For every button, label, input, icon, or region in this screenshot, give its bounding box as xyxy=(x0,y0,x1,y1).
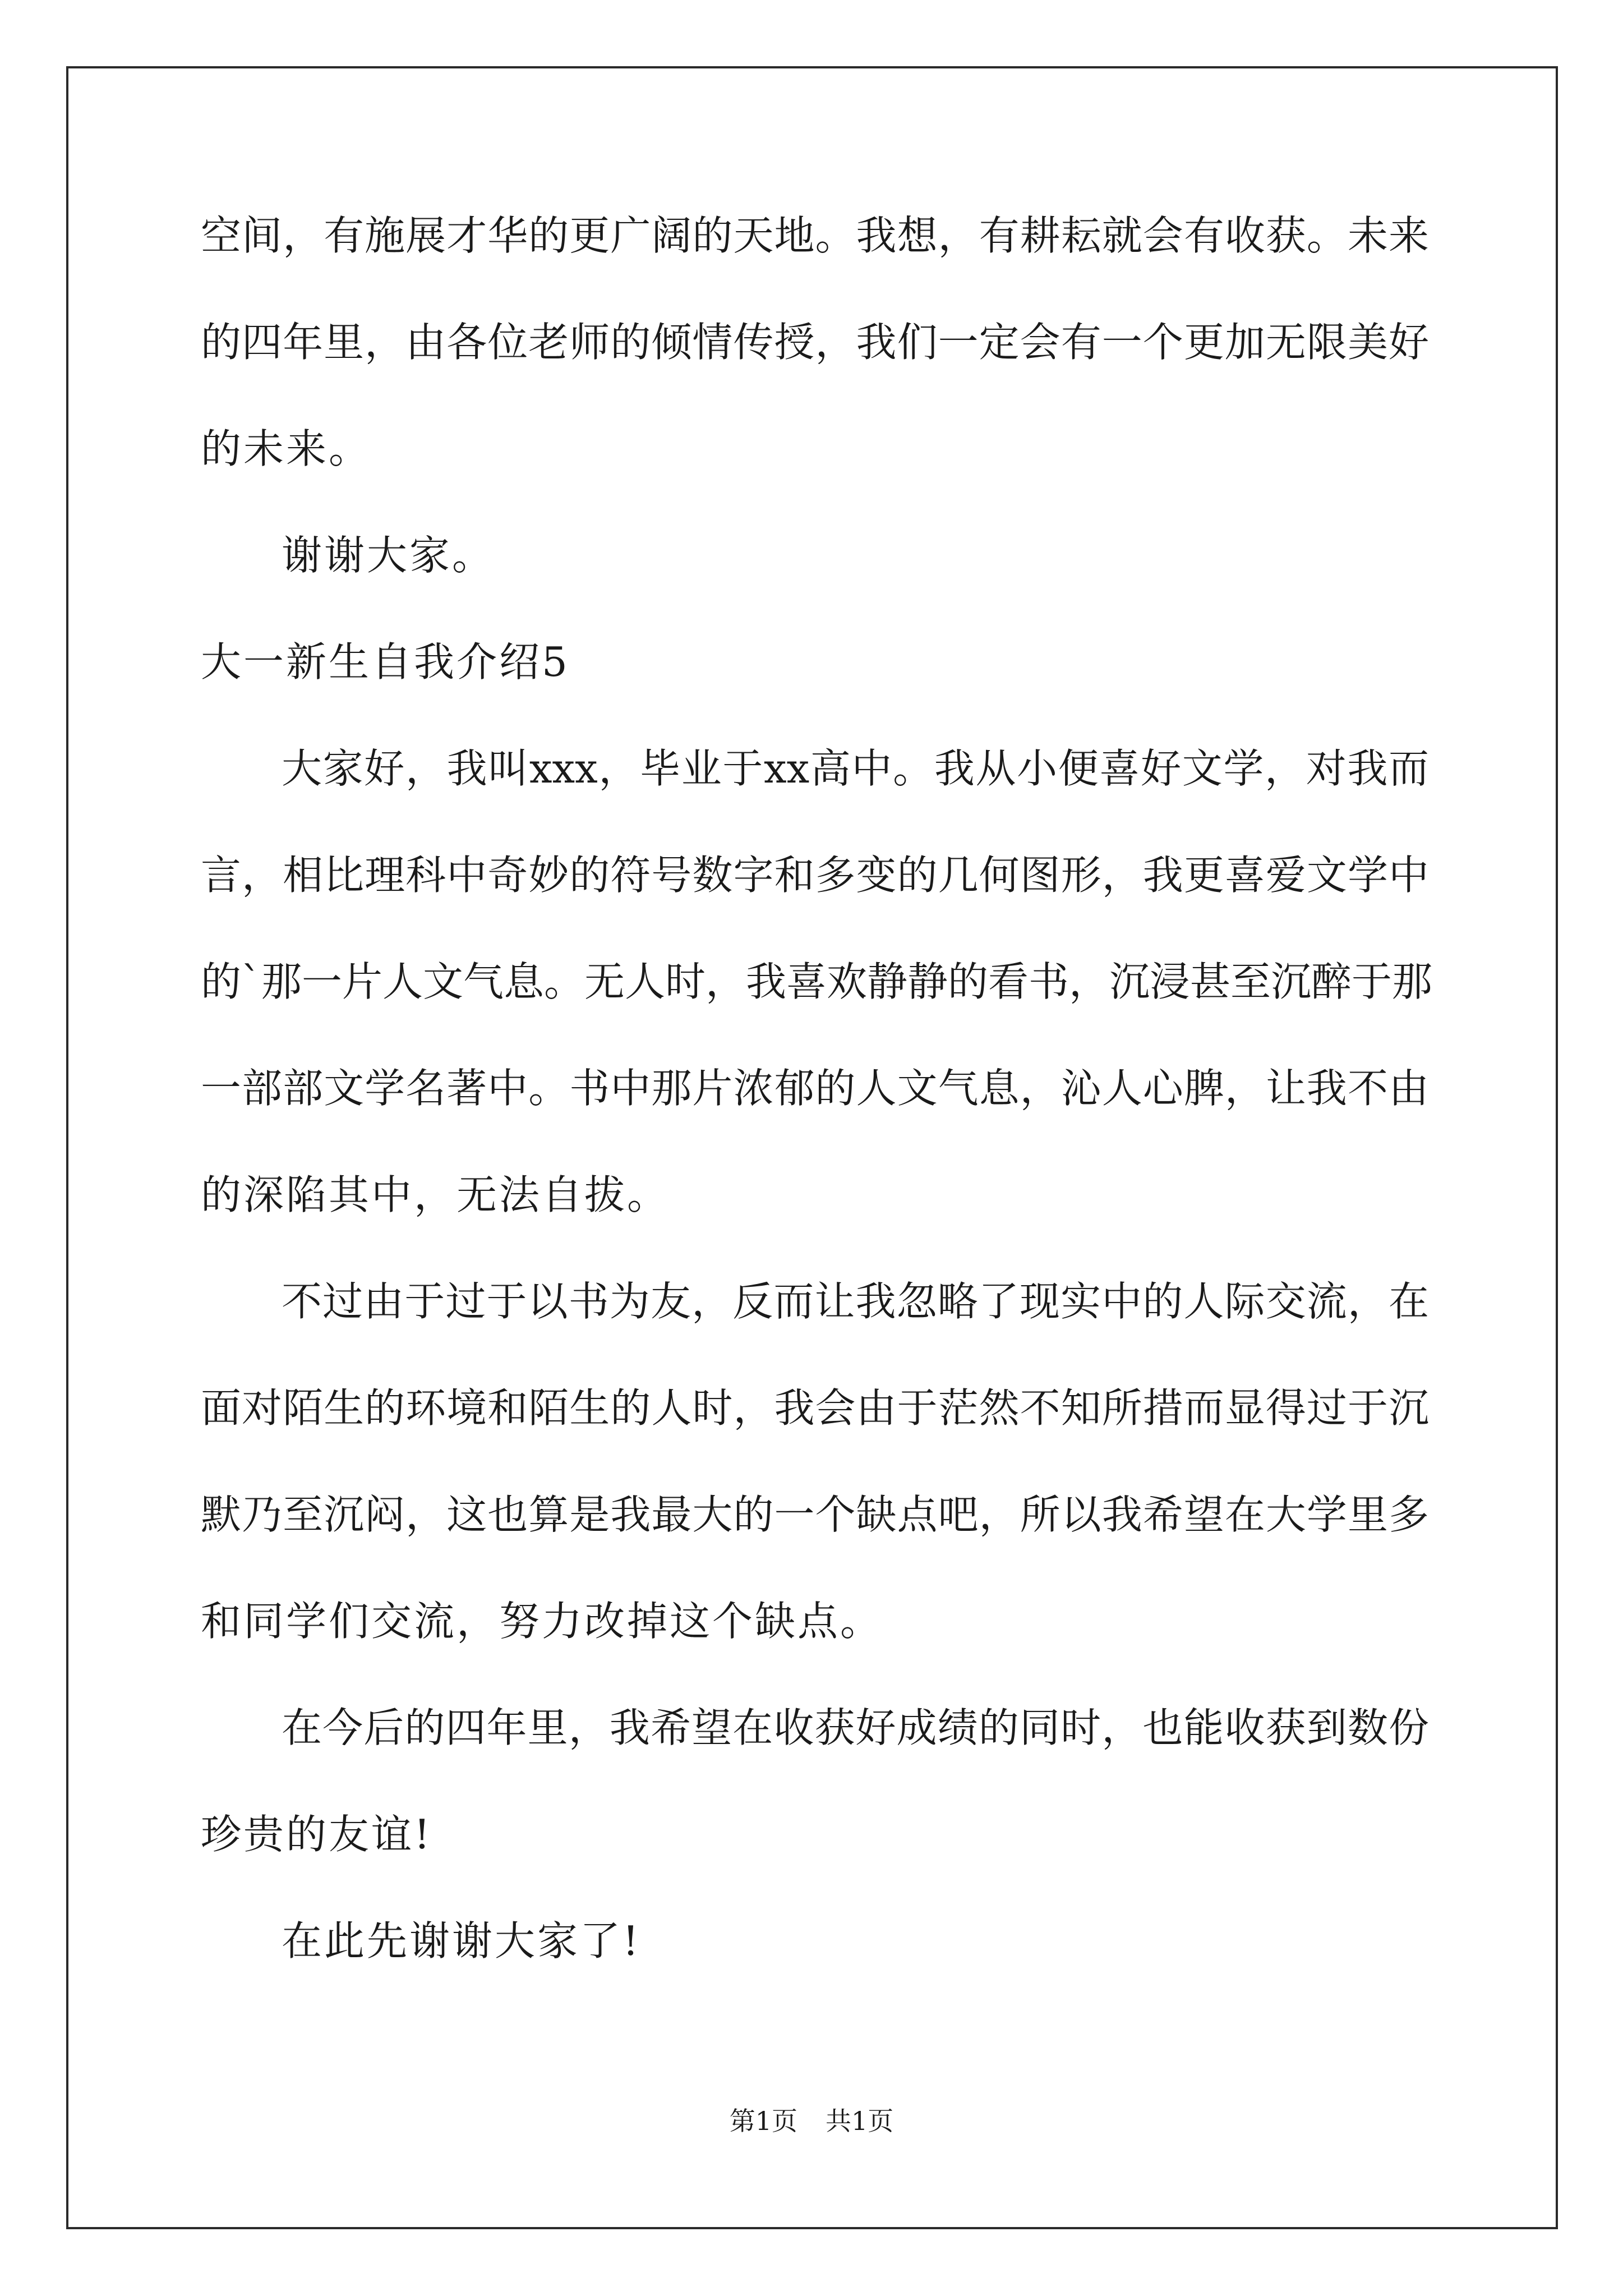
page-border xyxy=(66,66,1558,2229)
text-line: 和同学们交流，努力改掉这个缺点。 xyxy=(201,1598,883,1645)
text-line: 谢谢大家。 xyxy=(282,532,495,579)
page-footer xyxy=(0,2101,1623,2138)
text-line: 不过由于过于以书为友，反而让我忽略了现实中的人际交流，在 xyxy=(282,1278,1429,1325)
text-line: 珍贵的友谊! xyxy=(201,1811,432,1858)
text-line: 面对陌生的环境和陌生的人时，我会由于茫然不知所措而显得过于沉 xyxy=(201,1384,1429,1432)
text-line: 一部部文学名著中。书中那片浓郁的人文气息，沁人心脾，让我不由 xyxy=(201,1065,1429,1112)
text-line: 的四年里，由各位老师的倾情传授，我们一定会有一个更加无限美好 xyxy=(201,319,1429,366)
text-line: 在今后的四年里，我希望在收获好成绩的同时，也能收获到数份 xyxy=(282,1704,1429,1751)
text-line: 大家好，我叫xxx，毕业于xx高中。我从小便喜好文学，对我而 xyxy=(282,745,1429,792)
text-line: 在此先谢谢大家了! xyxy=(282,1917,641,1964)
text-line: 默乃至沉闷，这也算是我最大的一个缺点吧，所以我希望在大学里多 xyxy=(201,1491,1429,1538)
text-line: 的`那一片人文气息。无人时，我喜欢静静的看书，沉浸甚至沉醉于那 xyxy=(201,958,1433,1005)
text-line: 的未来。 xyxy=(201,425,372,472)
section-heading: 大一新生自我介绍5 xyxy=(201,638,570,685)
text-line: 的深陷其中，无法自拔。 xyxy=(201,1171,670,1218)
text-line: 空间，有施展才华的更广阔的天地。我想，有耕耘就会有收获。未来 xyxy=(201,212,1429,259)
text-line: 言，相比理科中奇妙的符号数字和多变的几何图形，我更喜爱文学中 xyxy=(201,852,1429,899)
page-total: 共1页 xyxy=(826,2106,894,2136)
page-number: 第1页 xyxy=(729,2106,797,2136)
